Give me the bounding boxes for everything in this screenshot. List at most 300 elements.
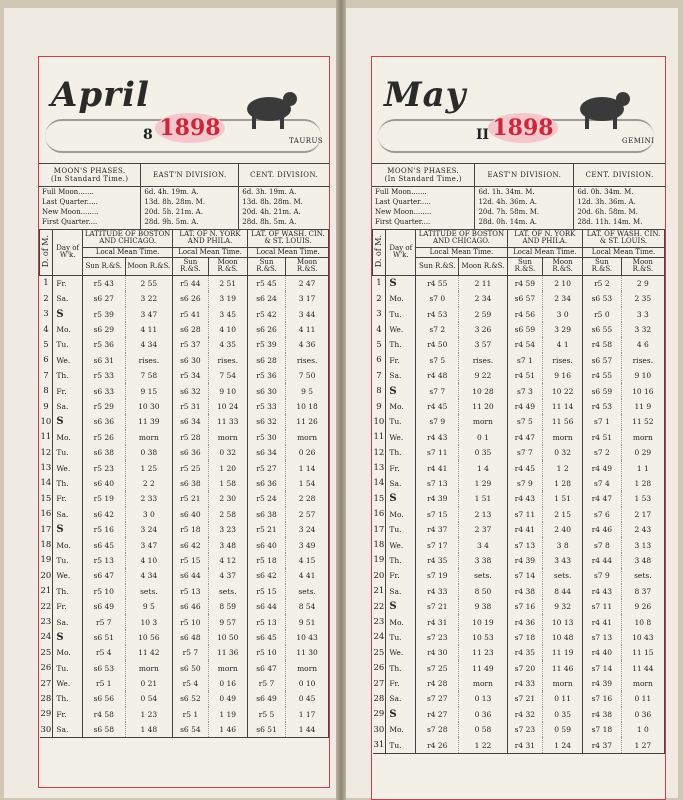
day-num: 18 (373, 537, 386, 552)
weekday: S (386, 599, 416, 614)
boston-moon: 1 25 (125, 460, 173, 475)
boston-sun: s7 28 (416, 722, 459, 737)
weekday: Tu. (386, 307, 416, 322)
lat-nyork-header: LAT. OF N. YORK AND PHILA. (173, 230, 248, 248)
wash-sun: r4 49 (583, 460, 622, 475)
nyork-sun: s7 9 (507, 476, 543, 491)
boston-moon: 1 48 (125, 722, 173, 738)
boston-sun: s6 58 (83, 722, 126, 738)
boston-moon: 9 15 (125, 383, 173, 398)
boston-sun: r5 36 (83, 337, 126, 352)
nyork-sun: r4 32 (507, 707, 543, 722)
day-num: 27 (40, 676, 53, 691)
dow-header: Day of W'k. (53, 230, 83, 276)
day-row (373, 353, 665, 368)
boston-moon: 0 54 (125, 691, 173, 706)
day-num: 14 (373, 476, 386, 491)
boston-sun: s7 11 (416, 445, 459, 460)
month-name: April (51, 75, 150, 115)
zodiac-name: GEMINI (622, 137, 655, 145)
day-row (373, 722, 665, 737)
wash-sun: s6 28 (247, 353, 285, 368)
nyork-moon: 1 46 (208, 722, 247, 738)
month-header (39, 57, 329, 164)
phase-cent: 6d. 3h. 19m. A. (242, 188, 297, 196)
boston-sun: s7 19 (416, 568, 459, 583)
boston-moon: 7 58 (125, 368, 173, 383)
weekday: Mo. (53, 322, 83, 337)
nyork-moon: 0 11 (543, 691, 583, 706)
wash-sun: r5 0 (583, 307, 622, 322)
boston-sun: r5 16 (83, 522, 126, 537)
day-row (373, 553, 665, 568)
phase-east: 20d. 5h. 21m. A. (141, 207, 239, 217)
nyork-moon: 9 10 (208, 383, 247, 398)
wash-moon: 8 37 (621, 584, 664, 599)
nyork-moon: 8 59 (208, 599, 247, 614)
nyork-moon: 7 54 (208, 368, 247, 383)
boston-moon: 11 23 (459, 645, 507, 660)
boston-sun: s6 40 (83, 476, 126, 491)
weekday: S (53, 307, 83, 322)
weekday: S (386, 275, 416, 291)
boston-moon: morn (125, 430, 173, 445)
nyork-moon: rises. (543, 353, 583, 368)
nyork-sun: s6 44 (173, 568, 208, 583)
day-row (40, 707, 329, 722)
boston-sun: s7 17 (416, 537, 459, 552)
wash-sun: r5 27 (247, 460, 285, 475)
boston-moon: 3 24 (125, 522, 173, 537)
day-row (40, 414, 329, 429)
wash-sun: s7 14 (583, 660, 622, 675)
weekday: We. (386, 430, 416, 445)
nyork-moon: 4 37 (208, 568, 247, 583)
weekday: Th. (53, 476, 83, 491)
weekday: S (53, 414, 83, 429)
boston-sun: s6 38 (83, 445, 126, 460)
boston-moon: rises. (125, 353, 173, 368)
wash-moon: 2 43 (621, 522, 664, 537)
dofm-label: D. of M. (40, 235, 50, 268)
phase-name: New Moon........ (39, 207, 141, 217)
wash-sun: s6 57 (583, 353, 622, 368)
nyork-moon: 0 32 (543, 445, 583, 460)
day-num: 30 (40, 722, 53, 738)
day-num: 2 (373, 291, 386, 306)
boston-moon: 0 35 (459, 445, 507, 460)
day-num: 28 (40, 691, 53, 706)
wash-sun: r4 55 (583, 368, 622, 383)
wash-sun: r4 41 (583, 614, 622, 629)
phase-name: Full Moon....... (39, 187, 141, 198)
boston-moon: 0 38 (125, 445, 173, 460)
day-num: 22 (40, 599, 53, 614)
wash-sun: r4 47 (583, 491, 622, 506)
boston-moon: 10 56 (125, 630, 173, 645)
phase-east: 6d. 4h. 19m. A. (141, 187, 239, 198)
boston-moon: 11 20 (459, 399, 507, 414)
nyork-moon: 0 16 (208, 676, 247, 691)
nyork-sun: r4 45 (507, 460, 543, 475)
boston-moon: morn (125, 660, 173, 675)
daily-body (373, 275, 665, 753)
boston-moon: 0 58 (459, 722, 507, 737)
day-row (373, 383, 665, 398)
boston-sun: s6 33 (83, 383, 126, 398)
day-row (40, 353, 329, 368)
day-num: 19 (373, 553, 386, 568)
nyork-moon: 9 57 (208, 614, 247, 629)
wash-sun: s6 49 (247, 691, 285, 706)
boston-sun: s7 13 (416, 476, 459, 491)
weekday: Mo. (386, 399, 416, 414)
boston-moon: 0 13 (459, 691, 507, 706)
wash-moon: 1 1 (621, 460, 664, 475)
wash-sun: r5 15 (247, 584, 285, 599)
nyork-sun: s7 7 (507, 445, 543, 460)
weekday: Tu. (386, 737, 416, 753)
boston-sun: s6 56 (83, 691, 126, 706)
dofm-header (373, 230, 386, 276)
day-row (373, 291, 665, 306)
phases-subtitle: (In Standard Time.) (50, 175, 129, 183)
nyork-sun: r5 41 (173, 307, 208, 322)
nyork-sun: s6 26 (173, 291, 208, 306)
phase-east: 28d. 9h. 5m. A. (141, 217, 239, 229)
boston-sun: s6 53 (83, 660, 126, 675)
wash-moon: 11 15 (621, 645, 664, 660)
day-num: 25 (373, 645, 386, 660)
sun-header: Sun R.&S. (583, 258, 622, 276)
weekday: Fr. (53, 707, 83, 722)
day-row (40, 722, 329, 738)
day-row (373, 660, 665, 675)
nyork-moon: 0 35 (543, 707, 583, 722)
day-num: 16 (40, 507, 53, 522)
wash-moon: 0 10 (286, 676, 329, 691)
wash-sun: s6 42 (247, 568, 285, 583)
day-row (373, 645, 665, 660)
nyork-moon: morn (208, 430, 247, 445)
day-row (40, 676, 329, 691)
day-row (40, 568, 329, 583)
nyork-moon: 11 33 (208, 414, 247, 429)
boston-moon: 4 10 (125, 553, 173, 568)
weekday: Tu. (386, 414, 416, 429)
day-row (40, 322, 329, 337)
day-row (373, 491, 665, 506)
wash-moon: 4 36 (286, 337, 329, 352)
day-row (373, 460, 665, 475)
nyork-moon: 9 16 (543, 368, 583, 383)
lmt-header: Local Mean Time. (507, 247, 582, 257)
day-row (40, 630, 329, 645)
nyork-sun: r5 21 (173, 491, 208, 506)
boston-moon: sets. (125, 584, 173, 599)
calendar-frame (371, 56, 666, 800)
nyork-sun: s6 36 (173, 445, 208, 460)
boston-moon: 3 57 (459, 337, 507, 352)
boston-moon: 10 53 (459, 630, 507, 645)
boston-sun: s7 25 (416, 660, 459, 675)
wash-sun: s6 32 (247, 414, 285, 429)
wash-sun: s7 8 (583, 537, 622, 552)
day-num: 6 (40, 353, 53, 368)
nyork-moon: 11 56 (543, 414, 583, 429)
boston-sun: r4 58 (83, 707, 126, 722)
nyork-moon: 1 20 (208, 460, 247, 475)
wash-sun: s6 45 (247, 630, 285, 645)
year-badge: 1898 (488, 113, 558, 143)
boston-sun: s7 7 (416, 383, 459, 398)
wash-moon: 1 53 (621, 491, 664, 506)
weekday: Sa. (53, 507, 83, 522)
phase-cent: 28d. 11h. 14m. M. (577, 218, 643, 226)
wash-moon: 10 43 (621, 630, 664, 645)
nyork-moon: 2 51 (208, 275, 247, 291)
boston-sun: r5 10 (83, 584, 126, 599)
phase-name: First Quarter.... (372, 217, 475, 229)
day-row (40, 537, 329, 552)
wash-moon: 9 51 (286, 614, 329, 629)
wash-sun: s6 44 (247, 599, 285, 614)
boston-moon: 4 11 (125, 322, 173, 337)
boston-sun: r4 33 (416, 584, 459, 599)
wash-moon: 0 36 (621, 707, 664, 722)
weekday: S (53, 522, 83, 537)
zodiac-name: TAURUS (289, 137, 324, 145)
day-num: 4 (40, 322, 53, 337)
nyork-sun: r5 34 (173, 368, 208, 383)
nyork-moon: morn (543, 676, 583, 691)
wash-moon: 2 9 (621, 275, 664, 291)
day-row (40, 660, 329, 675)
weekday: Fr. (386, 460, 416, 475)
nyork-sun: r4 56 (507, 307, 543, 322)
year-badge: 1898 (155, 113, 225, 143)
weekday: We. (386, 537, 416, 552)
boston-moon: 10 28 (459, 383, 507, 398)
day-row (373, 322, 665, 337)
lmt-header: Local Mean Time. (247, 247, 328, 257)
nyork-moon: 10 24 (208, 399, 247, 414)
day-row (373, 476, 665, 491)
wash-moon: 10 16 (621, 383, 664, 398)
day-num: 24 (373, 630, 386, 645)
daily-table (372, 229, 665, 754)
day-row (40, 445, 329, 460)
wash-sun: s7 6 (583, 507, 622, 522)
weekday: Tu. (386, 522, 416, 537)
weekday: Sa. (53, 614, 83, 629)
wash-sun: r5 13 (247, 614, 285, 629)
day-num: 20 (40, 568, 53, 583)
wash-sun: r4 40 (583, 645, 622, 660)
weekday: Fr. (53, 383, 83, 398)
nyork-moon: morn (543, 430, 583, 445)
wash-moon: 3 13 (621, 537, 664, 552)
boston-sun: r4 45 (416, 399, 459, 414)
boston-sun: s7 0 (416, 291, 459, 306)
wash-sun: r5 39 (247, 337, 285, 352)
weekday: We. (53, 568, 83, 583)
nyork-sun: s6 38 (173, 476, 208, 491)
nyork-moon: 11 14 (543, 399, 583, 414)
day-row (40, 430, 329, 445)
zodiac-illustration (234, 79, 304, 131)
boston-sun: r4 53 (416, 307, 459, 322)
nyork-sun: s6 42 (173, 537, 208, 552)
nyork-moon: 8 44 (543, 584, 583, 599)
boston-moon: 2 11 (459, 275, 507, 291)
day-row (373, 614, 665, 629)
wash-sun: s7 4 (583, 476, 622, 491)
phase-cent: 20d. 6h. 58m. M. (577, 208, 638, 216)
zodiac-illustration (567, 79, 637, 131)
day-row (40, 614, 329, 629)
weekday: Th. (386, 445, 416, 460)
cent-division-header: CENT. DIVISION. (239, 164, 329, 187)
nyork-moon: sets. (543, 568, 583, 583)
phase-cent: 12d. 3h. 36m. A. (577, 198, 636, 206)
weekday: Fr. (53, 275, 83, 291)
wash-sun: r4 39 (583, 676, 622, 691)
boston-moon: 11 49 (459, 660, 507, 675)
nyork-sun: r5 13 (173, 584, 208, 599)
day-num: 11 (40, 430, 53, 445)
boston-sun: r4 50 (416, 337, 459, 352)
wash-sun: s7 13 (583, 630, 622, 645)
nyork-sun: s6 57 (507, 291, 543, 306)
wash-moon: 9 26 (621, 599, 664, 614)
nyork-sun: s7 1 (507, 353, 543, 368)
boston-moon: 2 55 (125, 275, 173, 291)
boston-moon: 2 2 (125, 476, 173, 491)
lat-wash-header: LAT. OF WASH. CIN. & ST. LOUIS. (583, 230, 665, 248)
boston-moon: 0 1 (459, 430, 507, 445)
weekday: Th. (53, 584, 83, 599)
day-num: 20 (373, 568, 386, 583)
lat-nyork-header: LAT. OF N. YORK AND PHILA. (507, 230, 582, 248)
wash-moon: 2 28 (286, 491, 329, 506)
wash-sun: s7 11 (583, 599, 622, 614)
day-row (373, 507, 665, 522)
phases-title: MOON'S PHASES. (53, 167, 126, 175)
day-row (40, 337, 329, 352)
day-num: 29 (373, 707, 386, 722)
wash-moon: 3 24 (286, 522, 329, 537)
boston-moon: 3 0 (125, 507, 173, 522)
nyork-moon: 2 15 (543, 507, 583, 522)
nyork-sun: s6 40 (173, 507, 208, 522)
weekday: Th. (53, 691, 83, 706)
wash-moon: rises. (621, 353, 664, 368)
nyork-sun: r4 33 (507, 676, 543, 691)
moon-header: Moon R.&S. (208, 258, 247, 276)
nyork-sun: r4 43 (507, 491, 543, 506)
boston-sun: s7 23 (416, 630, 459, 645)
wash-moon: 2 47 (286, 275, 329, 291)
day-num: 3 (373, 307, 386, 322)
wash-moon: 3 17 (286, 291, 329, 306)
book-gutter (336, 0, 346, 800)
boston-sun: r5 39 (83, 307, 126, 322)
phase-row (39, 197, 329, 207)
wash-moon: 4 11 (286, 322, 329, 337)
wash-sun: r5 7 (247, 676, 285, 691)
nyork-moon: rises. (208, 353, 247, 368)
phases-body (39, 187, 329, 230)
boston-moon: 3 38 (459, 553, 507, 568)
phase-name: Full Moon....... (372, 187, 475, 198)
boston-sun: s6 27 (83, 291, 126, 306)
boston-sun: s6 29 (83, 322, 126, 337)
dofm-label: D. of M. (373, 235, 383, 268)
nyork-sun: s7 3 (507, 383, 543, 398)
wash-moon: 2 35 (621, 291, 664, 306)
day-row (40, 460, 329, 475)
boston-sun: r4 48 (416, 368, 459, 383)
lmt-header: Local Mean Time. (416, 247, 507, 257)
weekday: Th. (386, 660, 416, 675)
phase-cent: 13d. 8h. 28m. M. (242, 198, 303, 206)
boston-sun: s7 5 (416, 353, 459, 368)
weekday: We. (53, 460, 83, 475)
nyork-moon: 3 48 (208, 537, 247, 552)
boston-moon: 10 19 (459, 614, 507, 629)
nyork-moon: 2 30 (208, 491, 247, 506)
day-row (373, 599, 665, 614)
wash-moon: 0 11 (621, 691, 664, 706)
nyork-sun: r4 31 (507, 737, 543, 753)
weekday: Fr. (386, 568, 416, 583)
weekday: S (386, 383, 416, 398)
boston-sun: r5 19 (83, 491, 126, 506)
nyork-sun: r5 28 (173, 430, 208, 445)
sign-symbol: 8 (143, 127, 153, 143)
nyork-moon: 11 19 (543, 645, 583, 660)
boston-moon: 10 3 (125, 614, 173, 629)
nyork-sun: r4 36 (507, 614, 543, 629)
boston-moon: 1 51 (459, 491, 507, 506)
day-num: 14 (40, 476, 53, 491)
wash-moon: morn (621, 676, 664, 691)
wash-moon: 9 5 (286, 383, 329, 398)
nyork-sun: s6 30 (173, 353, 208, 368)
nyork-moon: 4 10 (208, 322, 247, 337)
nyork-sun: s7 5 (507, 414, 543, 429)
wash-sun: s6 55 (583, 322, 622, 337)
boston-sun: r5 43 (83, 275, 126, 291)
east-division-header: EAST'N DIVISION. (475, 164, 574, 187)
weekday: S (386, 707, 416, 722)
wash-moon: 9 10 (621, 368, 664, 383)
wash-moon: 3 32 (621, 322, 664, 337)
day-num: 8 (373, 383, 386, 398)
nyork-sun: s6 59 (507, 322, 543, 337)
weekday: Sa. (386, 584, 416, 599)
nyork-moon: 9 32 (543, 599, 583, 614)
wash-moon: 2 57 (286, 507, 329, 522)
boston-moon: 2 33 (125, 491, 173, 506)
nyork-moon: 3 23 (208, 522, 247, 537)
moon-header: Moon R.&S. (621, 258, 664, 276)
lmt-header: Local Mean Time. (583, 247, 665, 257)
wash-moon: 7 50 (286, 368, 329, 383)
wash-sun: s6 51 (247, 722, 285, 738)
wash-sun: s6 40 (247, 537, 285, 552)
